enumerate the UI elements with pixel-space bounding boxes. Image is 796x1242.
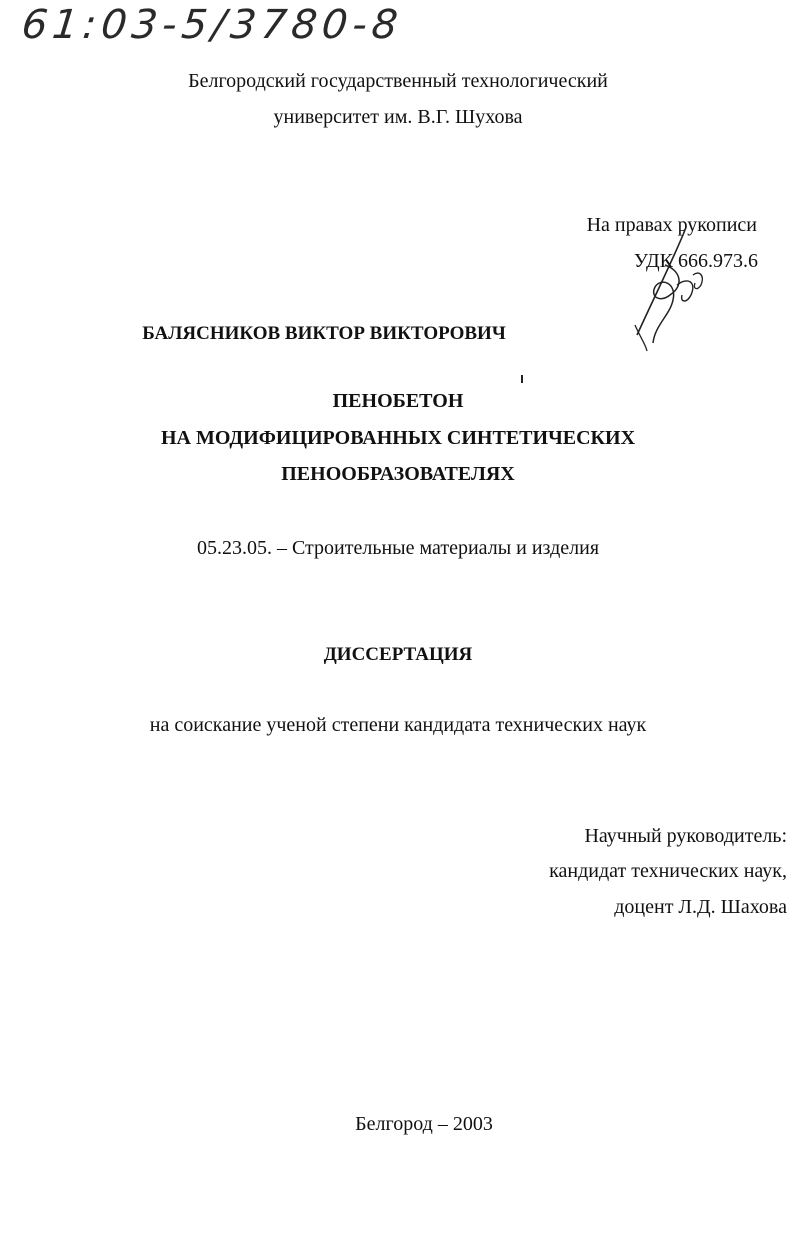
specialty: 05.23.05. – Строительные материалы и изделия (196, 537, 600, 559)
handwritten-archive-code: 61:03-5/3780-8 (19, 2, 405, 48)
title-line-3: ПЕНООБРАЗОВАТЕЛЯХ (281, 463, 515, 485)
manuscript-rights: На правах рукописи (586, 214, 757, 236)
udk-code: УДК 666.973.6 (633, 250, 758, 272)
degree-statement: на соискание ученой степени кандидата технических наук (149, 714, 647, 736)
scan-mark (521, 375, 523, 383)
place-year: Белгород – 2003 (355, 1113, 493, 1135)
institution-line-2: университет им. В.Г. Шухова (273, 106, 523, 128)
supervisor-label: Научный руководитель: (584, 825, 787, 847)
institution-line-1: Белгородский государственный технологический (188, 70, 608, 92)
supervisor-degree: кандидат технических наук, (549, 860, 787, 882)
author-name: БАЛЯСНИКОВ ВИКТОР ВИКТОРОВИЧ (142, 323, 506, 344)
title-line-2: НА МОДИФИЦИРОВАННЫХ СИНТЕТИЧЕСКИХ (160, 427, 636, 449)
supervisor-name: доцент Л.Д. Шахова (614, 896, 787, 918)
document-type: ДИССЕРТАЦИЯ (323, 644, 473, 665)
title-line-1: ПЕНОБЕТОН (332, 390, 464, 412)
